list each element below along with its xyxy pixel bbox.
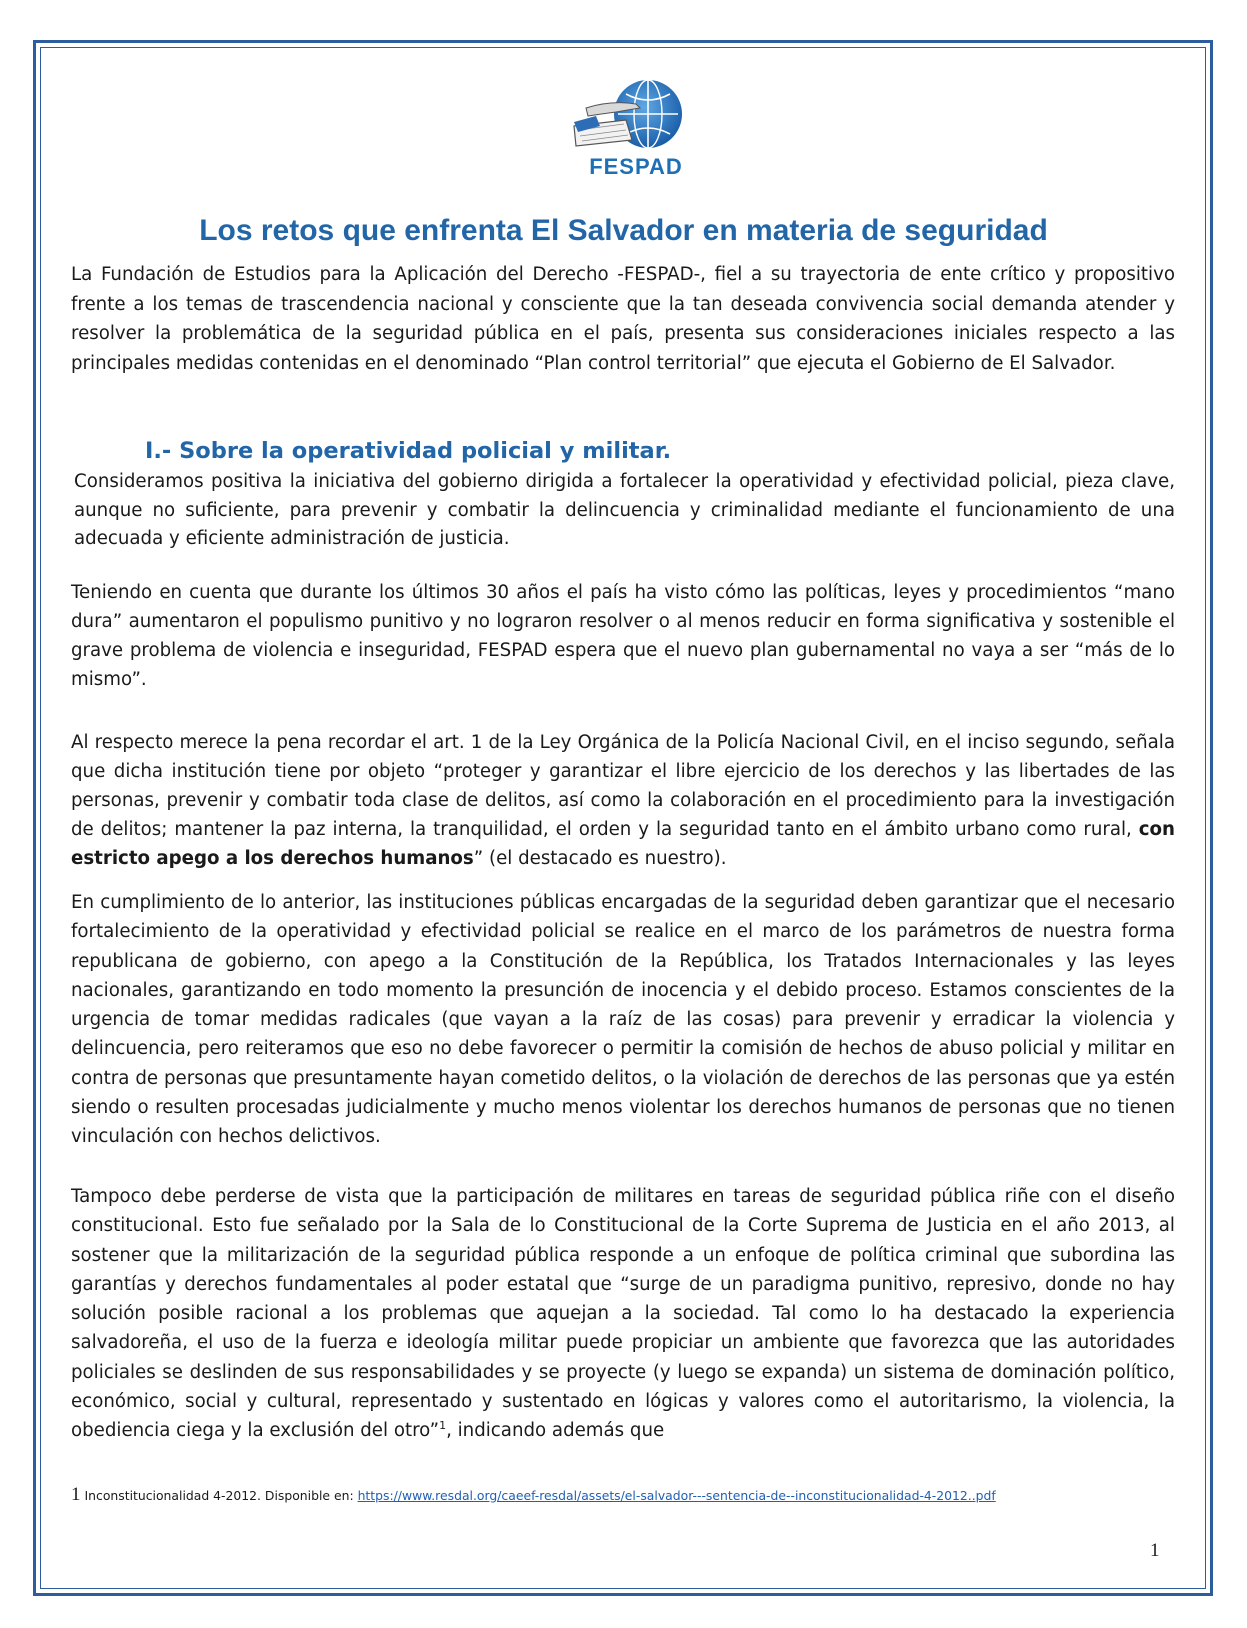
section-paragraph-4: En cumplimiento de lo anterior, las instituciones públicas encargadas de la seguridad deben garantizar que el necesario fortalecimiento de la operatividad y efectividad policial se realice en el marco de los parámetros de nuestra forma republicana de gobierno, con apego a la Constitución de la República, los Tratados Internacionales y las leyes nacionales, garantizando en todo momento la presunción de inocencia y el debido proceso. Estamos conscientes de la urgencia de tomar medidas radicales (que vayan a la raíz de las cosas) para prevenir y erradicar la violencia y delincuencia, pero reiteramos que eso no debe favorecer o permitir la comisión de hechos de abuso policial y militar en contra de personas que presuntamente hayan cometido delitos, o la violación de derechos de las personas que ya estén siendo o resulten procesadas judicialmente y mucho menos violentar los derechos humanos de personas que no tienen vinculación con hechos delictivos. [71,892,1175,1148]
footnote [71,1484,1171,1506]
footnote-link[interactable]: https://www.resdal.org/caeef-resdal/assets/el-salvador---sentencia-de--inconstitucionalidad-4-2012..pdf [357,1488,996,1503]
fespad-logo [566,70,706,178]
globe-hand-icon [566,70,706,160]
paragraph-5-text: Tampoco debe perderse de vista que la participación de militares en tareas de seguridad pública riñe con el diseño constitucional. Esto fue señalado por la Sala de lo Constitucional de la Corte Suprema de Justicia en el año 2013, al sostener que la militarización de la seguridad pública responde a un enfoque de política criminal que subordina las garantías y derechos fundamentales al poder estatal que “surge de un paradigma punitivo, represivo, donde no hay solución posible racional a los problemas que aquejan a la sociedad. Tal como lo ha destacado la experiencia salvadoreña, el uso de la fuerza e ideología militar puede propiciar un ambiente que favorezca que las autoridades policiales se deslinden de sus responsabilidades y se proyecte (y luego se expanda) un sistema de dominación político, económico, social y cultural, representado y sustentado en lógicas y valores como el autoritarismo, la violencia, la obediencia ciega y la exclusión del otro” [71,1186,1175,1442]
paragraph-3-end: ” (el destacado es nuestro). [473,848,727,869]
page-number: 1 [1150,1540,1160,1561]
section-paragraph-2: Teniendo en cuenta que durante los últimos 30 años el país ha visto cómo las políticas, leyes y procedimientos “mano dura” aumentaron el populismo punitivo y no lograron resolver o al menos reducir en forma significativa y sostenible el grave problema de violencia e inseguridad, FESPAD espera que el nuevo plan gubernamental no vaya a ser “más de lo mismo”. [71,582,1175,690]
section-paragraph-5 [71,1182,1175,1446]
footnote-number: 1 [71,1484,81,1505]
document-title: Los retos que enfrenta El Salvador en materia de seguridad [199,214,1048,247]
section-heading: I.- Sobre la operatividad policial y militar. [145,438,672,464]
logo-wordmark: FESPAD [589,154,683,179]
paragraph-5-end: , indicando además que [446,1420,665,1442]
emphasis-text: con estricto apego a los derechos humanos [71,819,1175,869]
section-paragraph-3 [71,728,1175,873]
paragraph-3-text: Al respecto merece la pena recordar el art. 1 de la Ley Orgánica de la Policía Nacional Civil, en el inciso segundo, señala que dicha institución tiene por objeto “proteger y garantizar el libre ejercicio de los derechos y las libertades de las personas, prevenir y combatir toda clase de delitos, así como la colaboración en el procedimiento para la investigación de delitos; mantener la paz interna, la tranquilidad, el orden y la seguridad tanto en el ámbito urbano como rural, [71,732,1175,840]
section-paragraph-1: Consideramos positiva la iniciativa del gobierno dirigida a fortalecer la operatividad y efectividad policial, pieza clave, aunque no suficiente, para prevenir y combatir la delincuencia y criminalidad mediante el funcionamiento de una adecuada y eficiente administración de justicia. [74,471,1175,549]
intro-paragraph: La Fundación de Estudios para la Aplicación del Derecho -FESPAD-, fiel a su trayectoria de ente crítico y propositivo frente a los temas de trascendencia nacional y consciente que la tan deseada convivencia social demanda atender y resolver la problemática de la seguridad pública en el país, presenta sus consideraciones iniciales respecto a las principales medidas contenidas en el denominado “Plan control territorial” que ejecuta el Gobierno de El Salvador. [71,264,1175,374]
footnote-reference[interactable]: 1 [439,1419,447,1433]
footnote-text: Inconstitucionalidad 4-2012. Disponible en: [84,1488,358,1503]
